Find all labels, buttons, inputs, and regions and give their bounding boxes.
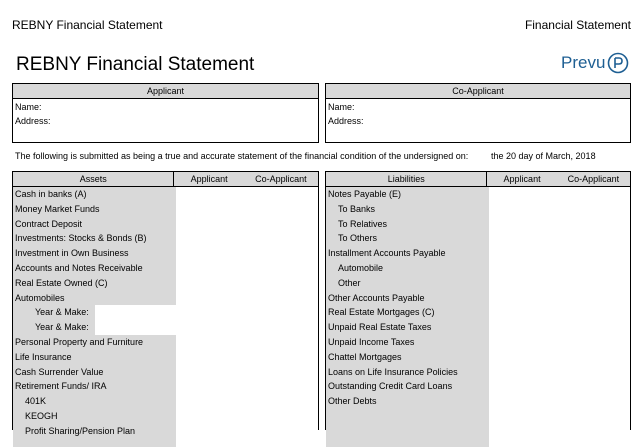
applicant-address-field[interactable]: Address: — [15, 116, 51, 126]
co-applicant-name-field[interactable]: Name: — [328, 102, 355, 112]
co-applicant-box — [325, 83, 631, 143]
liability-row[interactable]: Automobile — [338, 262, 384, 273]
liability-row[interactable]: Chattel Mortgages — [328, 351, 402, 362]
applicant-box — [12, 83, 319, 143]
liability-row[interactable]: Installment Accounts Payable — [328, 248, 446, 259]
asset-row[interactable]: Cash Surrender Value — [15, 366, 104, 377]
asset-row[interactable]: Personal Property and Furniture — [15, 336, 144, 347]
assets-header-label: Assets — [13, 172, 174, 186]
liabilities-header-label: Liabilities — [326, 172, 487, 186]
liability-row[interactable]: Other Debts — [328, 396, 377, 407]
liability-row[interactable]: Other — [338, 277, 361, 288]
liability-row[interactable]: Unpaid Real Estate Taxes — [328, 322, 432, 333]
asset-row[interactable]: Money Market Funds — [15, 203, 100, 214]
liability-row[interactable]: Outstanding Credit Card Loans — [328, 381, 453, 392]
document-title: REBNY Financial Statement — [16, 54, 255, 75]
asset-row[interactable]: Retirement Funds/ IRA — [15, 381, 107, 392]
co-applicant-heading: Co-Applicant — [326, 84, 630, 99]
year-make-input[interactable] — [95, 305, 176, 320]
assets-header-row — [13, 172, 318, 187]
asset-row[interactable]: Year & Make: — [13, 305, 318, 320]
statement-date: the 20 day of March, 2018 — [491, 151, 596, 161]
applicant-name-field[interactable]: Name: — [15, 102, 42, 112]
liability-row[interactable]: To Others — [338, 233, 378, 244]
header-left-title: REBNY Financial Statement — [12, 18, 163, 32]
asset-row[interactable]: Accounts and Notes Receivable — [15, 262, 143, 273]
liabilities-header-co-applicant: Co-Applicant — [567, 174, 620, 184]
asset-row[interactable]: Life Insurance — [15, 351, 72, 362]
asset-row[interactable]: 401K — [25, 396, 47, 407]
asset-row[interactable]: Real Estate Owned (C) — [15, 277, 108, 288]
prevu-logo — [561, 52, 629, 74]
asset-row[interactable]: Contract Deposit — [15, 218, 83, 229]
liabilities-table — [325, 171, 631, 430]
applicant-heading: Applicant — [13, 84, 318, 99]
asset-row[interactable]: Cash in banks (A) — [15, 189, 87, 199]
liability-row[interactable]: Real Estate Mortgages (C) — [328, 307, 435, 318]
liability-row[interactable]: To Relatives — [338, 218, 388, 229]
asset-row[interactable]: KEOGH — [25, 410, 58, 421]
liability-row[interactable]: Loans on Life Insurance Policies — [328, 366, 458, 377]
liabilities-header-row — [326, 172, 630, 187]
liability-row[interactable]: To Banks — [338, 203, 376, 214]
asset-row[interactable]: Investment in Own Business — [15, 248, 129, 259]
liability-row[interactable]: Unpaid Income Taxes — [328, 336, 415, 347]
header-right-title: Financial Statement — [524, 18, 631, 32]
asset-row[interactable]: Automobiles — [15, 292, 65, 303]
assets-header-co-applicant: Co-Applicant — [255, 174, 307, 184]
co-applicant-address-field[interactable]: Address: — [328, 116, 364, 126]
logo-text: Prevu — [561, 53, 606, 72]
logo-mark-icon — [607, 52, 629, 74]
asset-row[interactable]: Investments: Stocks & Bonds (B) — [15, 233, 147, 244]
asset-row[interactable]: Year & Make: — [13, 320, 318, 335]
assets-header-applicant: Applicant — [190, 174, 228, 184]
year-make-input[interactable] — [95, 320, 176, 335]
asset-row[interactable]: Profit Sharing/Pension Plan — [25, 425, 136, 436]
liability-row[interactable]: Notes Payable (E) — [328, 189, 402, 199]
liability-row[interactable]: Other Accounts Payable — [328, 292, 425, 303]
statement-text: The following is submitted as being a true and accurate statement of the financial condition of the undersigned on: — [15, 151, 469, 161]
assets-table — [12, 171, 319, 436]
liabilities-header-applicant: Applicant — [503, 174, 541, 184]
